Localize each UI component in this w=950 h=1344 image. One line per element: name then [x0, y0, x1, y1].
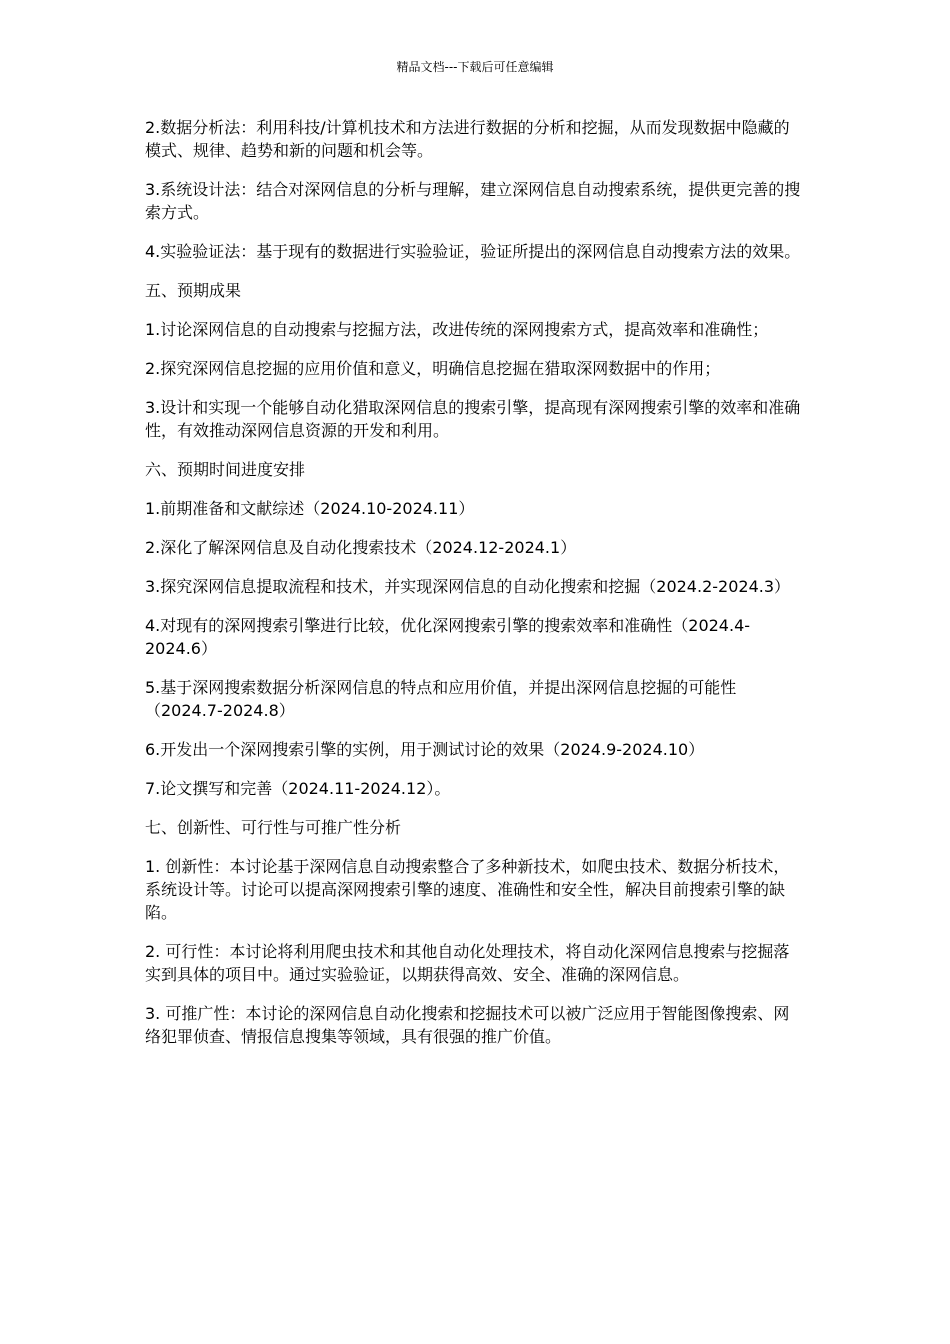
paragraph-schedule-4: 4.对现有的深网搜索引擎进行比较，优化深网搜索引擎的搜索效率和准确性（2024.4-2024.6） [145, 616, 751, 658]
paragraph-schedule-7: 7.论文撰写和完善（2024.11-2024.12）。 [145, 779, 451, 798]
paragraph-schedule-1: 1.前期准备和文献综述（2024.10-2024.11） [145, 499, 475, 518]
section-heading-analysis: 七、创新性、可行性与可推广性分析 [145, 818, 402, 837]
paragraph-schedule-6: 6.开发出一个深网搜索引擎的实例，用于测试讨论的效果（2024.9-2024.10） [145, 740, 705, 759]
paragraph-method-experiment: 4.实验验证法：基于现有的数据进行实验验证，验证所提出的深网信息自动搜索方法的效果。 [145, 242, 801, 261]
section-heading-expected-results: 五、预期成果 [145, 281, 242, 300]
paragraph-method-system-design: 3.系统设计法：结合对深网信息的分析与理解，建立深网信息自动搜索系统，提供更完善的搜索方式。 [145, 180, 801, 222]
paragraph-generalizability: 3. 可推广性：本讨论的深网信息自动化搜索和挖掘技术可以被广泛应用于智能图像搜索、网络犯罪侦查、情报信息搜集等领域，具有很强的推广价值。 [145, 1004, 790, 1046]
paragraph-schedule-5: 5.基于深网搜索数据分析深网信息的特点和应用价值，并提出深网信息挖掘的可能性（2024.7-2024.8） [145, 678, 737, 720]
paragraph-feasibility: 2. 可行性：本讨论将利用爬虫技术和其他自动化处理技术，将自动化深网信息搜索与挖掘落实到具体的项目中。通过实验验证，以期获得高效、安全、准确的深网信息。 [145, 942, 790, 984]
paragraph-result-2: 2.探究深网信息挖掘的应用价值和意义，明确信息挖掘在猎取深网数据中的作用； [145, 359, 721, 378]
paragraph-method-data-analysis: 2.数据分析法：利用科技/计算机技术和方法进行数据的分析和挖掘，从而发现数据中隐藏的模式、规律、趋势和新的问题和机会等。 [145, 118, 790, 160]
paragraph-result-3: 3.设计和实现一个能够自动化猎取深网信息的搜索引擎，提高现有深网搜索引擎的效率和准确性，有效推动深网信息资源的开发和利用。 [145, 398, 801, 440]
page-header: 精品文档---下载后可任意编辑 [396, 60, 554, 74]
document-body [145, 116, 805, 1064]
section-heading-schedule: 六、预期时间进度安排 [145, 460, 306, 479]
paragraph-schedule-3: 3.探究深网信息提取流程和技术，并实现深网信息的自动化搜索和挖掘（2024.2-2024.3） [145, 577, 791, 596]
paragraph-schedule-2: 2.深化了解深网信息及自动化搜索技术（2024.12-2024.1） [145, 538, 577, 557]
paragraph-innovation: 1. 创新性：本讨论基于深网信息自动搜索整合了多种新技术，如爬虫技术、数据分析技术，系统设计等。讨论可以提高深网搜索引擎的速度、准确性和安全性，解决目前搜索引擎的缺陷。 [145, 857, 790, 922]
paragraph-result-1: 1.讨论深网信息的自动搜索与挖掘方法，改进传统的深网搜索方式，提高效率和准确性； [145, 320, 769, 339]
